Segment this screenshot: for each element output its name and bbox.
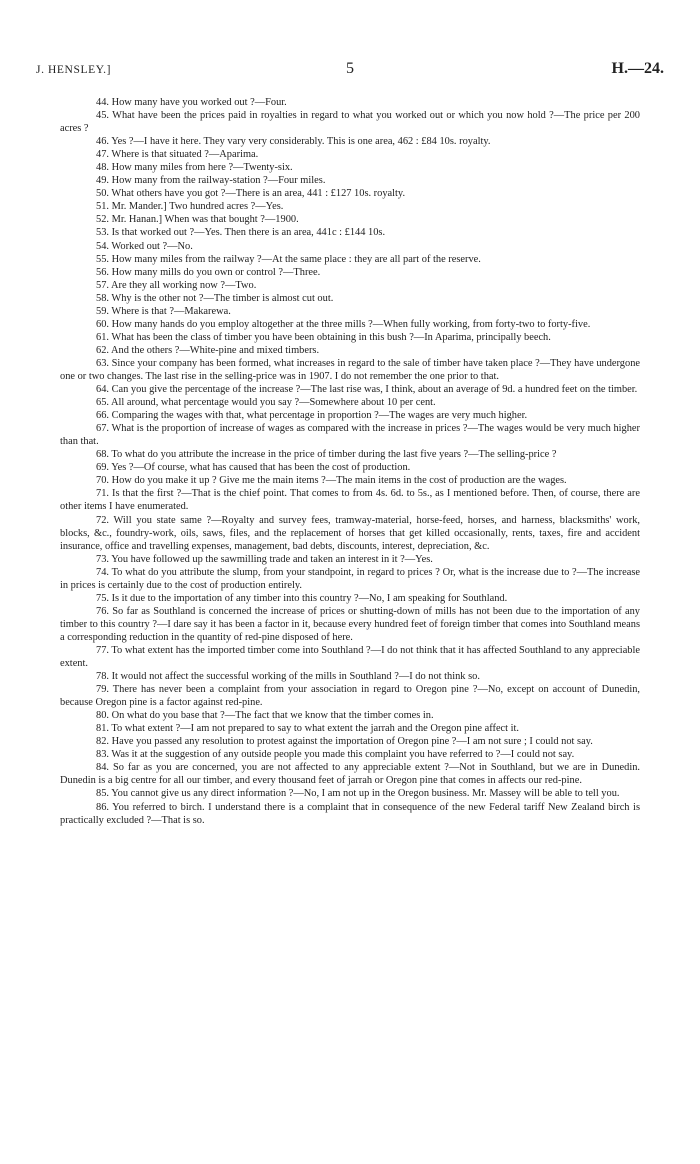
question-answer-paragraph: 54. Worked out ?—No. — [96, 240, 193, 252]
question-answer-paragraph: 82. Have you passed any resolution to protest against the importation of Oregon pine ?—I am not sure ; I could not say. — [96, 736, 593, 748]
question-answer-paragraph: 78. It would not affect the successful working of the mills in Southland ?—I do not think so. — [96, 671, 480, 683]
question-answer-paragraph: 74. To what do you attribute the slump, from your standpoint, in regard to prices ? Or, what is the increase due to ?—The increase in prices is certainly due to the cost of production entirely. — [60, 566, 640, 591]
question-answer-paragraph: 71. Is that the first ?—That is the chief point. That comes to from 4s. 6d. to 5s., as I mentioned before. Then, of course, there are other items I have enumerated. — [60, 488, 640, 513]
question-answer-paragraph: 57. Are they all working now ?—Two. — [96, 279, 257, 291]
question-answer-paragraph: 86. You referred to birch. I understand there is a complaint that in consequence of the new Federal tariff New Zealand birch is practically excluded ?—That is so. — [60, 801, 640, 826]
question-answer-paragraph: 60. How many hands do you employ altogether at the three mills ?—When fully working, from forty-two to forty-five. — [96, 318, 591, 330]
question-answer-paragraph: 64. Can you give the percentage of the increase ?—The last rise was, I think, about an average of 9d. a hundred feet on the timber. — [96, 384, 638, 396]
question-answer-paragraph: 77. To what extent has the imported timber come into Southland ?—I do not think that it has affected Southland to any appreciable extent. — [60, 644, 640, 670]
question-answer-paragraph: 83. Was it at the suggestion of any outside people you made this complaint you have referred to ?—I could not say. — [96, 749, 575, 761]
question-answer-paragraph: 69. Yes ?—Of course, what has caused that has been the cost of production. — [96, 462, 411, 474]
question-answer-paragraph: 81. To what extent ?—I am not prepared to say to what extent the jarrah and the Oregon pine affect it. — [96, 723, 520, 735]
question-answer-paragraph: 58. Why is the other not ?—The timber is almost cut out. — [96, 292, 334, 304]
question-answer-paragraph: 50. What others have you got ?—There is an area, 441 : £127 10s. royalty. — [96, 188, 406, 200]
question-answer-paragraph: 72. Will you state same ?—Royalty and survey fees, tramway-material, horse-feed, horses, and harness, blacksmiths' work, blocks, &c., foundry-work, oils, saws, files, and the replacement of horses that get killed occasionally, rents, taxes, fire and accident insurance, office and travelling expenses, management, bad debts, discounts, interest, depreciation, &c. — [60, 514, 640, 552]
question-answer-paragraph: 68. To what do you attribute the increase in the price of timber during the last five years ?—The selling-price ? — [96, 449, 557, 461]
question-answer-paragraph: 84. So far as you are concerned, you are not affected to any appreciable extent ?—Not in Southland, but we are in Dunedin. Dunedin is a big centre for all our timber, and every thousand feet of jarrah or Oregon pine that comes in affects our red-pine. — [60, 762, 640, 787]
question-answer-paragraph: 79. There has never been a complaint from your association in regard to Oregon pine ?—No, except on account of Dunedin, because Oregon pine is a factor against red-pine. — [60, 684, 640, 709]
question-answer-paragraph: 51. Mr. Mander.] Two hundred acres ?—Yes. — [96, 201, 284, 213]
question-answer-paragraph: 52. Mr. Hanan.] When was that bought ?—1900. — [96, 214, 299, 226]
document-code: H.—24. — [611, 60, 664, 77]
question-answer-paragraph: 76. So far as Southland is concerned the increase of prices or shutting-down of mills has not been due to the importation of any timber to this country ?—I dare say it has been a factor in it, because every hundred feet of foreign timber that comes into Southland means a corresponding reduction in the quantity of red-pine disposed of here. — [60, 605, 640, 643]
question-answer-paragraph: 65. All around, what percentage would you say ?—Somewhere about 10 per cent. — [96, 397, 436, 409]
page-header — [36, 60, 664, 82]
witness-name: J. HENSLEY.] — [36, 64, 112, 76]
question-answer-paragraph: 55. How many miles from the railway ?—At the same place : they are all part of the reserve. — [96, 253, 481, 265]
question-answer-paragraph: 44. How many have you worked out ?—Four. — [96, 97, 287, 108]
question-answer-paragraph: 49. How many from the railway-station ?—Four miles. — [96, 175, 326, 187]
question-answer-paragraph: 85. You cannot give us any direct information ?—No, I am not up in the Oregon business. Mr. Massey will be able to tell you. — [96, 788, 620, 800]
question-answer-paragraph: 67. What is the proportion of increase of wages as compared with the increase in prices ?—The wages would be very much higher than that. — [60, 423, 640, 448]
question-answer-paragraph: 47. Where is that situated ?—Aparima. — [96, 149, 259, 161]
question-answer-paragraph: 59. Where is that ?—Makarewa. — [96, 305, 231, 317]
page-body — [60, 96, 640, 827]
question-answer-paragraph: 70. How do you make it up ? Give me the main items ?—The main items in the cost of production are the wages. — [96, 475, 567, 487]
question-answer-paragraph: 61. What has been the class of timber you have been obtaining in this bush ?—In Aparima, principally beech. — [96, 331, 551, 343]
question-answer-paragraph: 80. On what do you base that ?—The fact that we know that the timber comes in. — [96, 710, 434, 722]
question-answer-paragraph: 45. What have been the prices paid in royalties in regard to what you worked out or which you now hold ?—The price per 200 acres ? — [60, 110, 640, 135]
page-number: 5 — [346, 60, 354, 77]
question-answer-paragraph: 75. Is it due to the importation of any timber into this country ?—No, I am speaking for Southland. — [96, 592, 508, 604]
question-answer-paragraph: 56. How many mills do you own or control ?—Three. — [96, 266, 321, 278]
question-answer-paragraph: 73. You have followed up the sawmilling trade and taken an interest in it ?—Yes. — [96, 553, 433, 565]
question-answer-paragraph: 63. Since your company has been formed, what increases in regard to the sale of timber have taken place ?—They have undergone one or two changes. The last rise in the selling-price was in 1907. I do not remember the one prior to that. — [60, 357, 640, 382]
question-answer-paragraph: 46. Yes ?—I have it here. They vary very considerably. This is one area, 462 : £84 10s. royalty. — [96, 136, 491, 148]
question-answer-paragraph: 53. Is that worked out ?—Yes. Then there is an area, 441c : £144 10s. — [96, 227, 386, 239]
question-answer-paragraph: 62. And the others ?—White-pine and mixed timbers. — [96, 344, 320, 356]
question-answer-paragraph: 48. How many miles from here ?—Twenty-six. — [96, 162, 293, 174]
question-answer-paragraph: 66. Comparing the wages with that, what percentage in proportion ?—The wages are very much higher. — [96, 410, 528, 422]
